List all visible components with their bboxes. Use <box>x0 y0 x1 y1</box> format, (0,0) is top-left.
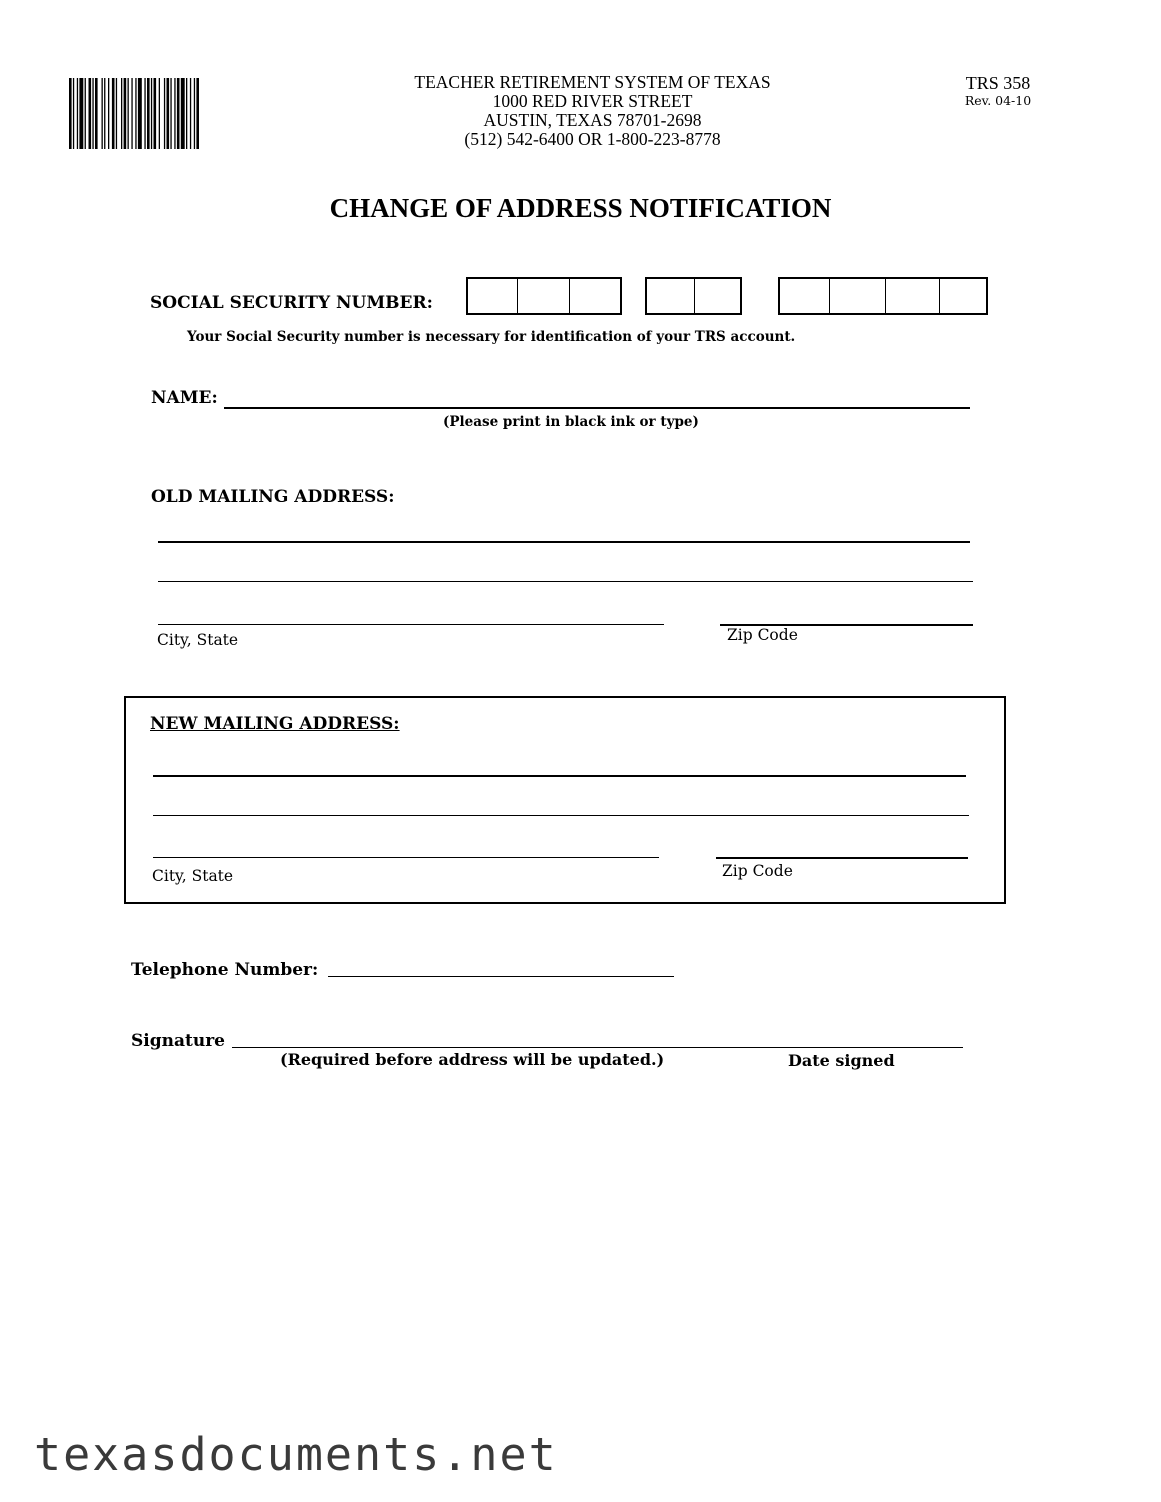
barcode-bar <box>135 78 136 149</box>
ssn-digit-box[interactable] <box>518 279 570 313</box>
telephone-line[interactable] <box>328 976 674 977</box>
ssn-digit-box[interactable] <box>780 279 830 313</box>
barcode-bar <box>69 78 72 149</box>
ssn-note: Your Social Security number is necessary for identification of your TRS account. <box>187 329 796 345</box>
barcode-bar <box>108 78 109 149</box>
barcode-bar <box>116 78 117 149</box>
barcode-bar <box>159 78 160 149</box>
barcode-bar <box>196 78 199 149</box>
barcode-bar <box>177 78 180 149</box>
barcode-bar <box>104 78 105 149</box>
barcode-bar <box>85 78 86 149</box>
new-city-state-line[interactable] <box>153 857 659 858</box>
old-address-line-2[interactable] <box>158 581 973 582</box>
barcode-bar <box>186 78 187 149</box>
barcode-bar <box>121 78 122 149</box>
form-number: TRS 358 <box>965 73 1031 93</box>
barcode-bar <box>95 78 98 149</box>
barcode-bar <box>79 78 83 149</box>
old-zip-label: Zip Code <box>727 626 798 644</box>
barcode-bar <box>138 78 142 149</box>
ssn-digit-box[interactable] <box>695 279 740 313</box>
barcode-bar <box>73 78 74 149</box>
ssn-digit-box[interactable] <box>830 279 886 313</box>
barcode-bar <box>190 78 191 149</box>
barcode-bar <box>151 78 152 149</box>
new-zip-line[interactable] <box>716 857 968 859</box>
barcode <box>69 78 244 149</box>
ssn-digit-box[interactable] <box>886 279 940 313</box>
barcode-bar <box>174 78 175 149</box>
ssn-digit-box[interactable] <box>940 279 986 313</box>
ssn-digit-box[interactable] <box>570 279 620 313</box>
barcode-bar <box>124 78 127 149</box>
new-address-line-1[interactable] <box>153 775 966 777</box>
ssn-group-1 <box>466 277 622 315</box>
name-field[interactable] <box>224 389 970 409</box>
signature-label: Signature <box>131 1031 225 1051</box>
name-line <box>224 407 970 409</box>
barcode-bar <box>102 78 103 149</box>
barcode-bar <box>147 78 150 149</box>
old-address-label: OLD MAILING ADDRESS: <box>151 487 395 507</box>
signature-required-note: (Required before address will be updated.) <box>280 1050 665 1069</box>
barcode-bar <box>131 78 132 149</box>
ssn-group-3 <box>778 277 988 315</box>
new-address-label: NEW MAILING ADDRESS: <box>150 714 400 734</box>
old-city-state-label: City, State <box>157 631 239 649</box>
name-hint: (Please print in black ink or type) <box>443 414 699 430</box>
old-address-line-1[interactable] <box>158 541 970 543</box>
barcode-bar <box>164 78 165 149</box>
signature-line[interactable] <box>232 1047 963 1048</box>
barcode-bar <box>112 78 115 149</box>
barcode-bar <box>92 78 93 149</box>
old-city-state-line[interactable] <box>158 624 664 625</box>
org-phone: (512) 542-6400 OR 1-800-223-8778 <box>464 129 721 149</box>
ssn-digit-box[interactable] <box>468 279 518 313</box>
page-title: CHANGE OF ADDRESS NOTIFICATION <box>329 193 832 223</box>
barcode-bar <box>154 78 157 149</box>
barcode-bar <box>167 78 170 149</box>
new-city-state-label: City, State <box>152 867 234 885</box>
watermark: texasdocuments.net <box>34 1428 558 1481</box>
barcode-bar <box>77 78 78 149</box>
telephone-label: Telephone Number: <box>131 960 319 980</box>
ssn-digit-box[interactable] <box>647 279 695 313</box>
barcode-bar <box>194 78 195 149</box>
form-revision: Rev. 04-10 <box>964 93 1032 108</box>
barcode-bar <box>181 78 185 149</box>
org-name: TEACHER RETIREMENT SYSTEM OF TEXAS <box>414 72 771 92</box>
date-signed-label: Date signed <box>788 1051 895 1070</box>
barcode-bar <box>170 78 171 149</box>
barcode-bar <box>128 78 129 149</box>
barcode-bar <box>89 78 92 149</box>
new-address-line-2[interactable] <box>153 815 969 816</box>
ssn-label: SOCIAL SECURITY NUMBER: <box>150 293 433 313</box>
org-city: AUSTIN, TEXAS 78701-2698 <box>483 110 702 130</box>
org-street: 1000 RED RIVER STREET <box>492 91 693 111</box>
new-zip-label: Zip Code <box>722 862 793 880</box>
barcode-bar <box>144 78 145 149</box>
name-label: NAME: <box>151 388 218 408</box>
ssn-group-2 <box>645 277 742 315</box>
